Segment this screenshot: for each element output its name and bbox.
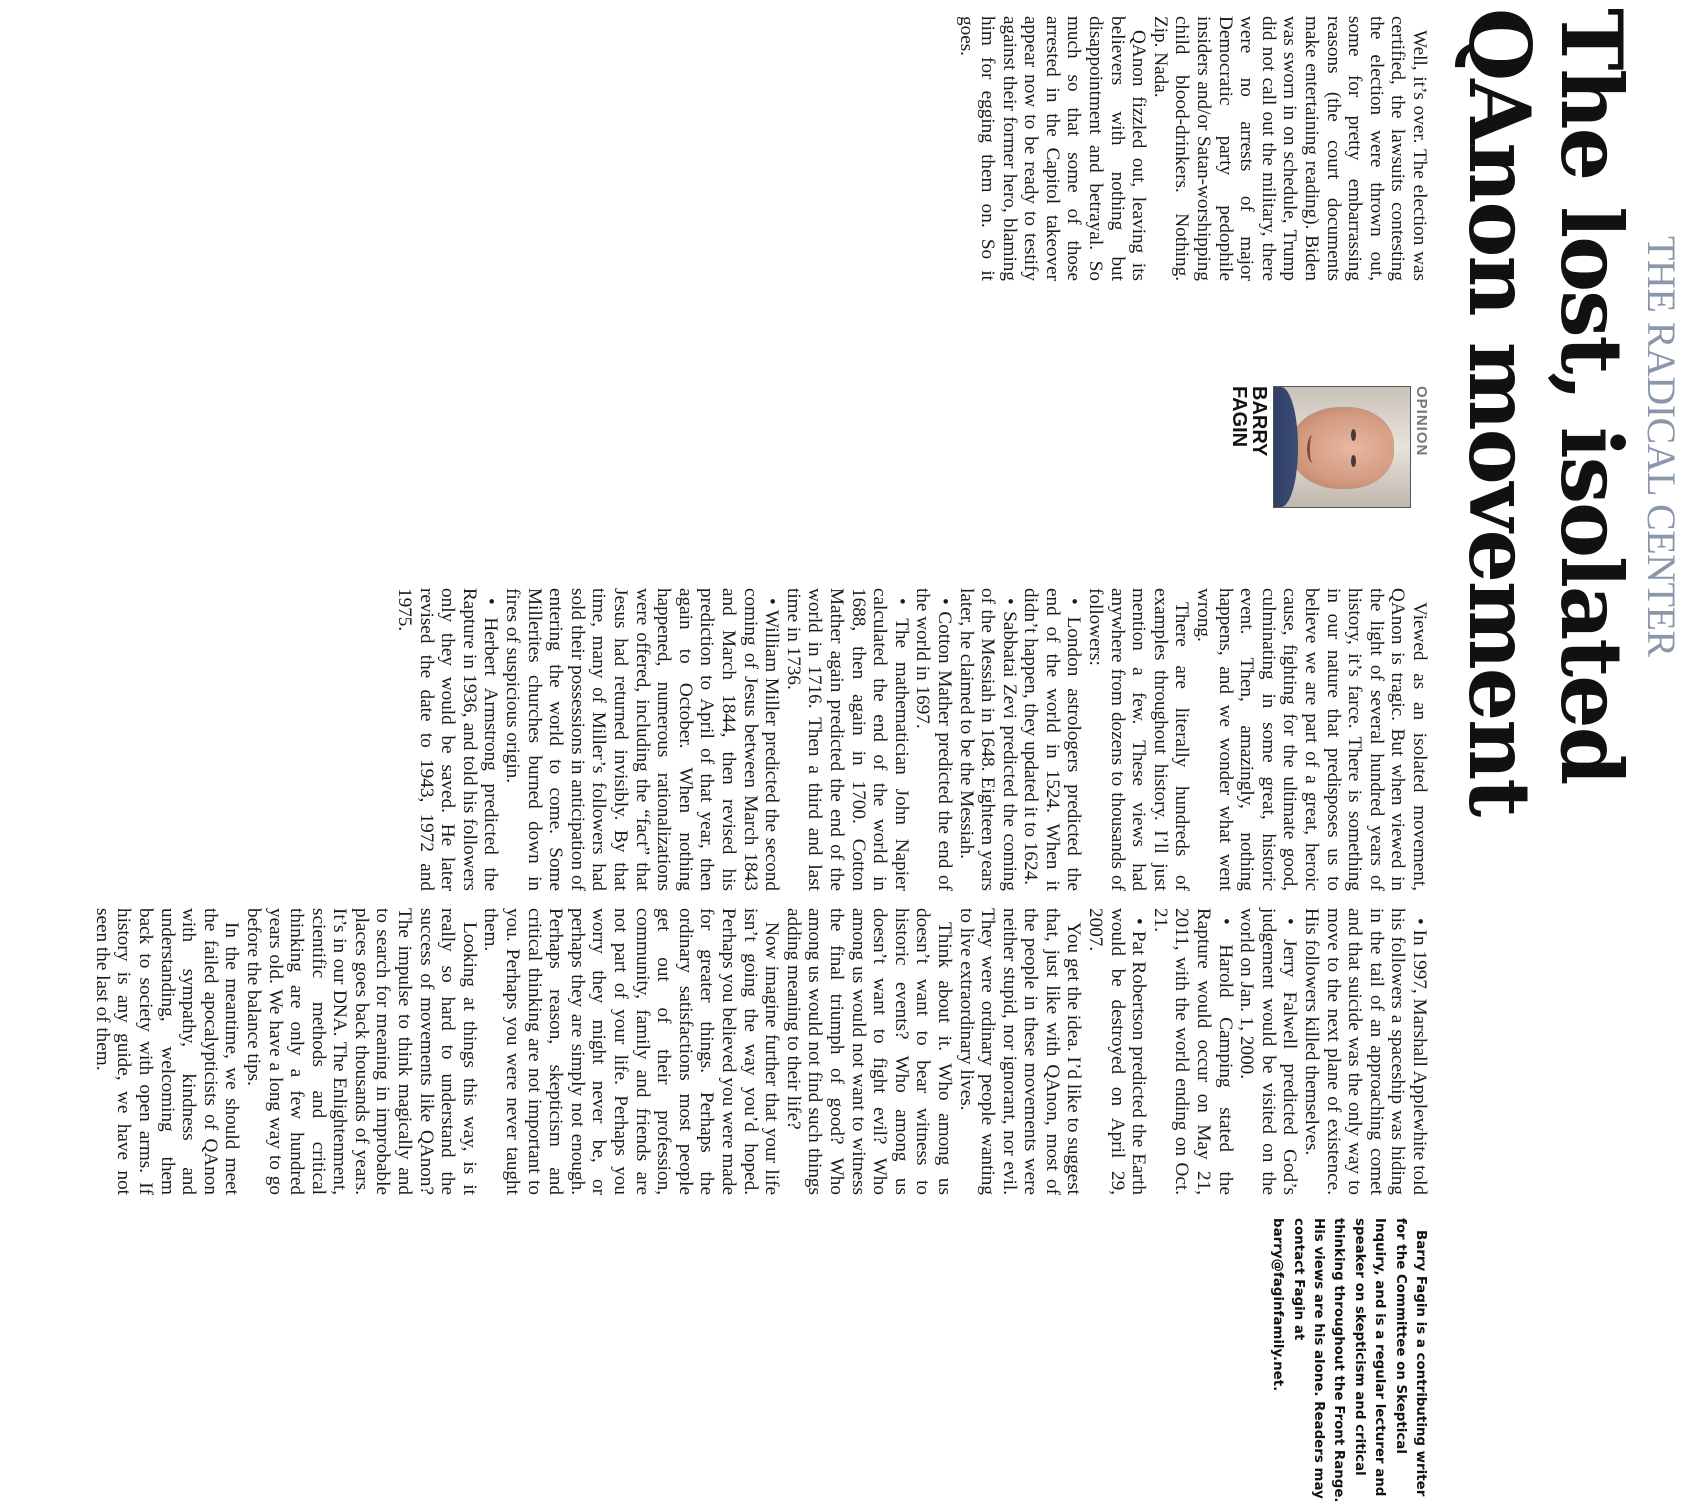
author-first-name: BARRY xyxy=(1248,386,1270,457)
author-block xyxy=(1228,386,1430,516)
paragraph: Looking at things this way, is it really so hard to understand the success of movements like QAnon? The impulse to think magically and to search for meaning in improbable places goes back thousands of years. It’s in our DNA. The Enlightenment, scientific methods and critical thinking are only a few hundred years old. We have a long way to go before the balance tips. xyxy=(242,908,480,1195)
headline: The lost, isolated QAnon movement xyxy=(1450,8,1641,816)
paragraph: Well, it’s over. The election was certified, the lawsuits contesting the election were thrown out, some for pretty embarrassing reasons (the court documents make entertaining reading). Biden was sworn in on schedule, Trump did not call out the military, there were no arrests of major Democratic party pedophile insiders and/or Satan-worshipping child blood-drinkers. Nothing. Zip. Nada. xyxy=(1149,16,1430,281)
article-column-1 xyxy=(955,16,1430,281)
bullet-item: • William Miller predicted the second coming of Jesus between March 1843 and March 1844, then revised his prediction to April of that year, then again to October. When nothing happened, numerous rationalizations were offered, including the “fact” that Jesus had returned invisibly. By that time, many of Miller’s followers had sold their possessions in anticipation of entering the world to come. Some Millerites churches burned down in fires of suspicious origin. xyxy=(502,588,783,891)
paragraph: There are literally hundreds of examples throughout history. I’ll just mention a few. These views had anywhere from dozens to thousands of followers: xyxy=(1085,588,1193,891)
paragraph: Viewed as an isolated movement, QAnon is tragic. But when viewed in the light of several hundred years of history, it’s farce. There is something in our nature that predisposes us to believe we are part of a great, heroic cause, fighting for the ultimate good, culminating in some great, historic event. Then, amazingly, nothing happens, and we wonder what went wrong. xyxy=(1193,588,1430,891)
bullet-item: • Harold Camping stated the Rapture would occur on May 21, 2011, with the world ending on Oct. 21. xyxy=(1149,908,1236,1195)
bullet-item: • Herbert Armstrong predicted the Rapture in 1936, and told his followers only they would be saved. He later revised the date to 1943, 1972 and 1975. xyxy=(394,588,502,891)
byline xyxy=(1229,386,1269,516)
bullet-item: • Jerry Falwell predicted God’s judgement would be visited on the world on Jan. 1, 2000. xyxy=(1236,908,1301,1195)
bullet-item: • The mathematician John Napier calculated the end of the world in 1688, then again in 1700. Cotton Mather again predicted the end of the world in 1716. Then a third and last time in 1736. xyxy=(782,588,912,891)
column-kicker: THE RADICAL CENTER xyxy=(1639,236,1684,657)
bullet-item: • In 1997, Marshall Applewhite told his followers a spaceship was hiding in the tail of an approaching comet and that suicide was the only way to move to the next plane of existence. His followers killed themselves. xyxy=(1301,908,1430,1195)
paragraph: QAnon fizzled out, leaving its believers with nothing but disappointment and betrayal. So much so that some of those arrested in the Capitol takeover appear now to be ready to testify against their former hero, blaming him for egging them on. So it goes. xyxy=(955,16,1150,281)
paragraph: You get the idea. I’d like to suggest that, just like with QAnon, most of the people in these movements were neither stupid, nor ignorant, nor evil. They were ordinary people wanting to live extraordinary lives. xyxy=(955,908,1085,1195)
article-column-2 xyxy=(394,588,1431,891)
article-column-3 xyxy=(91,908,1430,1195)
author-bio xyxy=(1267,1218,1430,1508)
author-photo xyxy=(1273,386,1411,508)
paragraph: Think about it. Who among us doesn’t want to bear witness to historic events? Who among us doesn’t want to fight evil? Who among us would not want to witness the final triumph of good? Who among us would not find such things adding meaning to their life? xyxy=(782,908,955,1195)
author-last-name: FAGIN xyxy=(1228,386,1250,448)
bullet-item: • London astrologers predicted the end of the world in 1524. When it didn’t happen, they updated it to 1624. xyxy=(1020,588,1085,891)
bio-text: Barry Fagin is a contributing writer for the Committee on Skeptical Inquiry, and is a regular lecturer and speaker on skepticism and critical thinking throughout the Front Range. His views are his alone. Readers may contact Fagin at barry@faginfamily.net. xyxy=(1270,1218,1428,1503)
bullet-item: • Sabbatai Zevi predicted the coming of the Messiah in 1648. Eighteen years later, he claimed to be the Messiah. xyxy=(955,588,1020,891)
bullet-item: • Cotton Mather predicted the end of the world in 1697. xyxy=(912,588,955,891)
opinion-label: OPINION xyxy=(1413,386,1430,457)
author-face xyxy=(1290,407,1394,489)
paragraph: In the meantime, we should meet the failed apocalypticists of QAnon with sympathy, kindness and understanding, welcoming them back to society with open arms. If history is any guide, we have not seen the last of them. xyxy=(91,908,243,1195)
paragraph: Now imagine further that your life isn’t going the way you’d hoped. Perhaps you believed you were made for greater things. Perhaps the ordinary satisfactions most people get out of their profession, community, family and friends are not part of your life. Perhaps you worry they might never be, or perhaps they are simply not enough. Perhaps reason, skepticism and critical thinking are not important to you. Perhaps you were never taught them. xyxy=(480,908,783,1195)
bullet-item: • Pat Robertson predicted the Earth would be destroyed on April 29, 2007. xyxy=(1085,908,1150,1195)
